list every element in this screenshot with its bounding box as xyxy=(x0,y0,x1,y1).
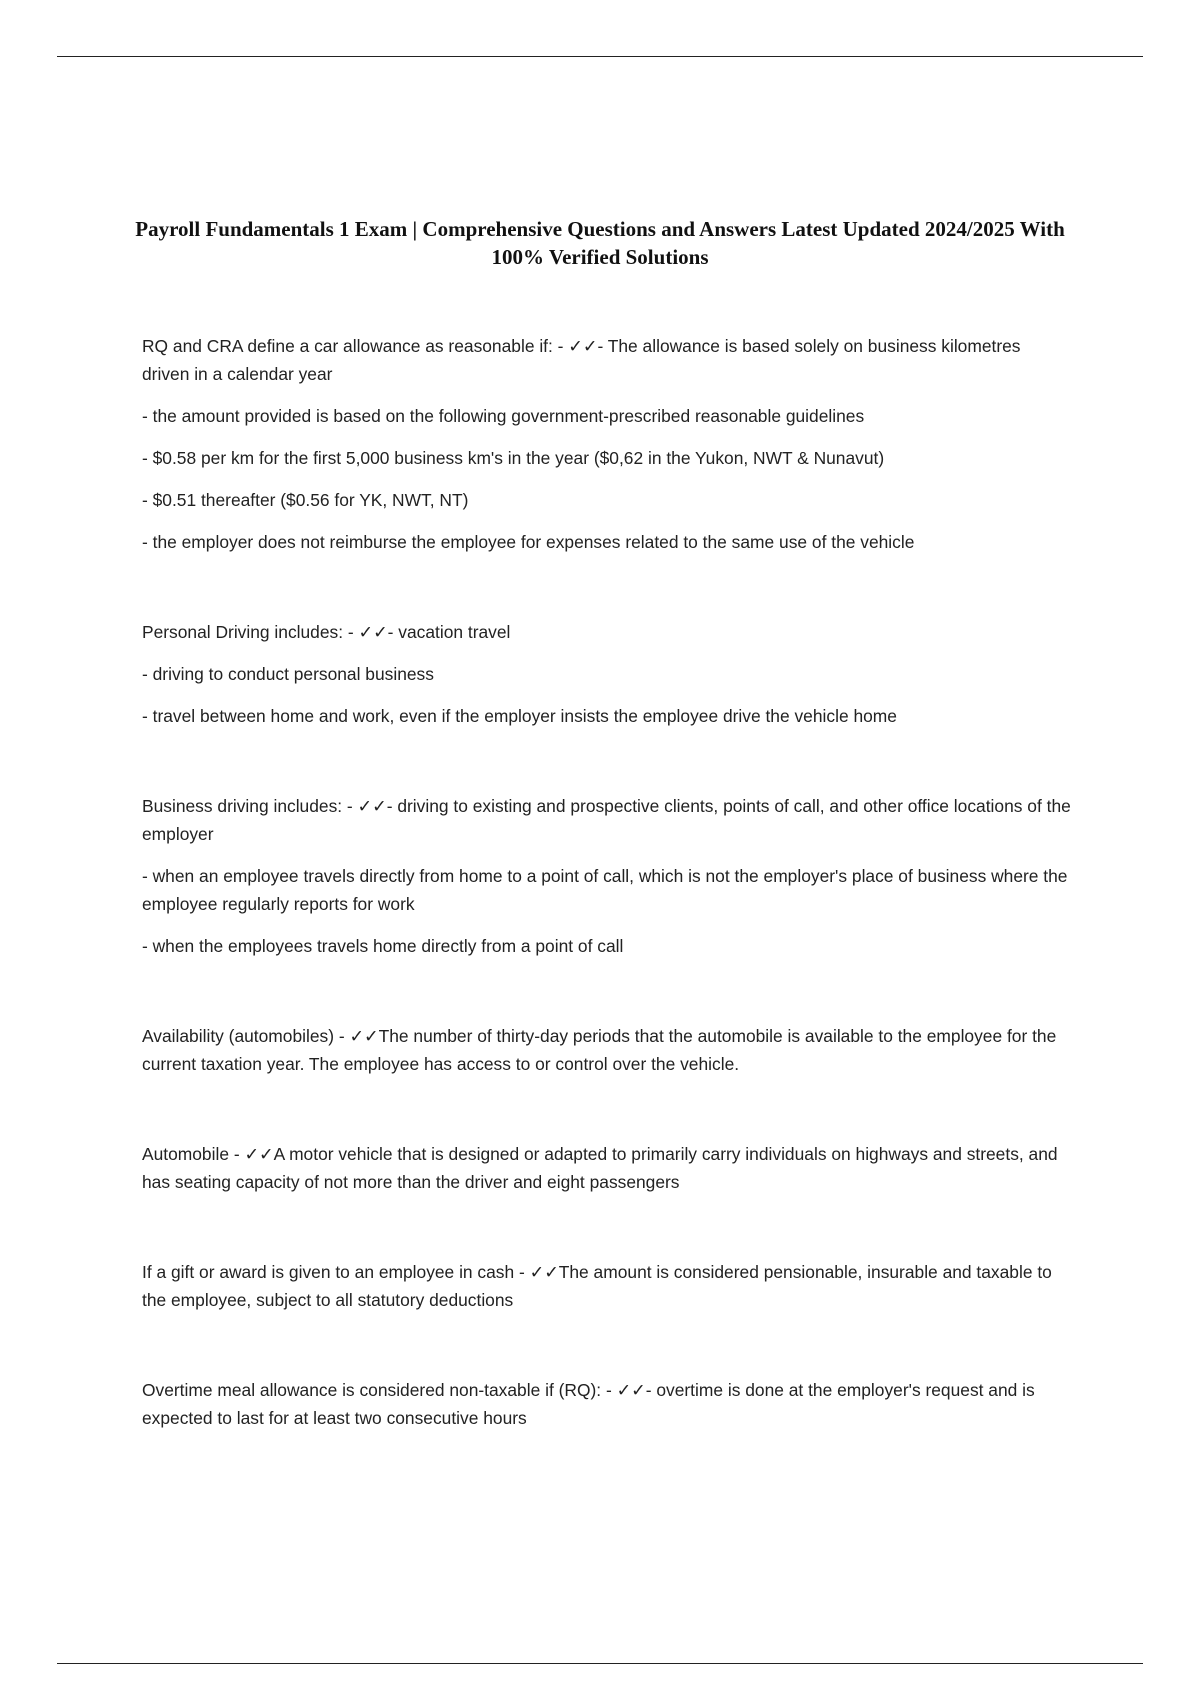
qa-item-gift-award xyxy=(142,1258,1072,1314)
document-body xyxy=(142,332,1072,1446)
qa-paragraph: - when an employee travels directly from home to a point of call, which is not the employer's place of business where the employee regularly reports for work xyxy=(142,866,1068,914)
section-gap xyxy=(142,744,1072,792)
qa-item-automobile xyxy=(142,1140,1072,1196)
qa-paragraph: - driving to conduct personal business xyxy=(142,664,434,684)
qa-item-personal-driving xyxy=(142,618,1072,730)
document-title: Payroll Fundamentals 1 Exam | Comprehensive Questions and Answers Latest Updated 2024/2025 With 100% Verified Solutions xyxy=(135,217,1065,269)
qa-paragraph: Personal Driving includes: - ✓✓- vacation travel xyxy=(142,622,511,642)
section-gap xyxy=(142,1328,1072,1376)
qa-paragraph: If a gift or award is given to an employee in cash - ✓✓The amount is considered pensionable, insurable and taxable to the employee, subject to all statutory deductions xyxy=(142,1262,1052,1310)
qa-paragraph: Automobile - ✓✓A motor vehicle that is designed or adapted to primarily carry individuals on highways and streets, and has seating capacity of not more than the driver and eight passengers xyxy=(142,1144,1058,1192)
section-gap xyxy=(142,1092,1072,1140)
qa-paragraph: RQ and CRA define a car allowance as reasonable if: - ✓✓- The allowance is based solely on business kilometres driven in a calendar year xyxy=(142,336,1021,384)
qa-paragraph: - when the employees travels home directly from a point of call xyxy=(142,936,624,956)
qa-paragraph: Availability (automobiles) - ✓✓The number of thirty-day periods that the automobile is available to the employee for the current taxation year. The employee has access to or control over the vehicle. xyxy=(142,1026,1057,1074)
qa-item-availability xyxy=(142,1022,1072,1078)
qa-paragraph: Overtime meal allowance is considered non-taxable if (RQ): - ✓✓- overtime is done at the employer's request and is expected to last for at least two consecutive hours xyxy=(142,1380,1035,1428)
section-gap xyxy=(142,570,1072,618)
qa-paragraph: - $0.51 thereafter ($0.56 for YK, NWT, NT) xyxy=(142,490,469,510)
top-rule xyxy=(57,56,1143,57)
section-gap xyxy=(142,974,1072,1022)
qa-paragraph: - the amount provided is based on the following government-prescribed reasonable guidelines xyxy=(142,406,865,426)
section-gap xyxy=(142,1210,1072,1258)
qa-paragraph: - the employer does not reimburse the employee for expenses related to the same use of the vehicle xyxy=(142,532,915,552)
qa-paragraph: - $0.58 per km for the first 5,000 business km's in the year ($0,62 in the Yukon, NWT & Nunavut) xyxy=(142,448,885,468)
qa-item-business-driving xyxy=(142,792,1072,960)
qa-paragraph: Business driving includes: - ✓✓- driving to existing and prospective clients, points of call, and other office locations of the employer xyxy=(142,796,1071,844)
qa-paragraph: - travel between home and work, even if the employer insists the employee drive the vehicle home xyxy=(142,706,897,726)
qa-item-overtime-meal xyxy=(142,1376,1072,1432)
qa-item-car-allowance xyxy=(142,332,1072,556)
bottom-rule xyxy=(57,1663,1143,1664)
